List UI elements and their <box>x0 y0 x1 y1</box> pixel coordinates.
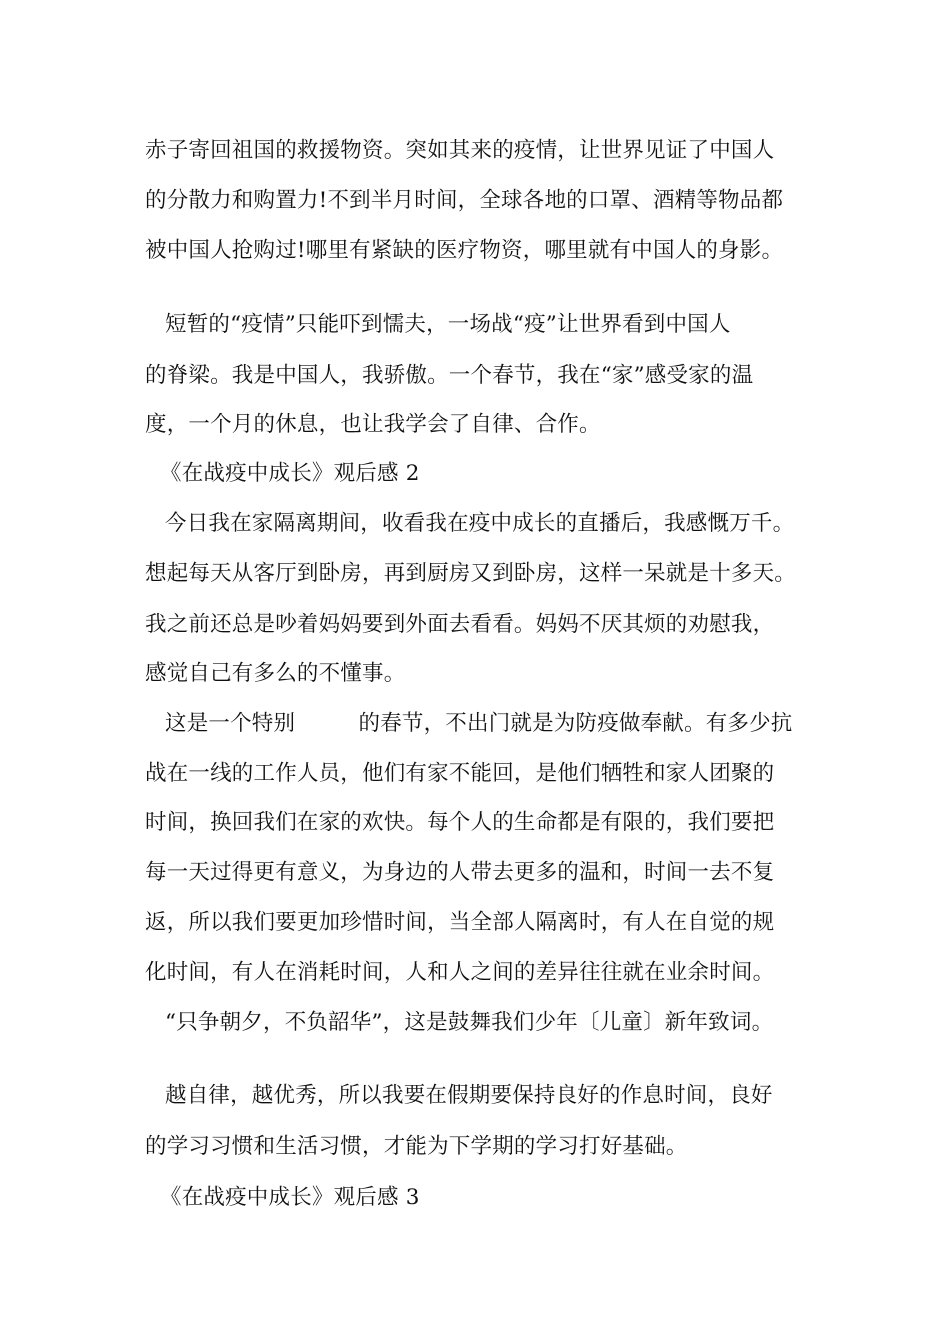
section-heading: 《在战疫中成长》观后感 2 <box>160 461 420 486</box>
text-line: 化时间，有人在消耗时间，人和人之间的差异往往就在业余时间。 <box>145 960 775 985</box>
text-line: 今日我在家隔离期间，收看我在疫中成长的直播后，我感慨万千。 <box>165 511 795 536</box>
text-line: “只争朝夕，不负韶华”，这是鼓舞我们少年〔儿童〕新年致词。 <box>165 1010 774 1035</box>
text-line: 的分散力和购置力!不到半月时间，全球各地的口罩、酒精等物品都 <box>145 188 784 213</box>
text-line: 的学习习惯和生活习惯，才能为下学期的学习打好基础。 <box>145 1134 688 1159</box>
text-line: 我之前还总是吵着妈妈要到外面去看看。妈妈不厌其烦的劝慰我， <box>145 612 775 637</box>
section-heading: 《在战疫中成长》观后感 3 <box>160 1185 420 1210</box>
text-line: 赤子寄回祖国的救援物资。突如其来的疫情，让世界见证了中国人 <box>145 138 775 163</box>
text-line: 度，一个月的休息，也让我学会了自律、合作。 <box>145 412 601 437</box>
text-line: 想起每天从客厅到卧房，再到厨房又到卧房，这样一呆就是十多天。 <box>145 561 797 586</box>
text-line: 时间，换回我们在家的欢快。每个人的生命都是有限的，我们要把 <box>145 810 775 835</box>
text-line: 感觉自己有多么的不懂事。 <box>145 661 406 686</box>
text-line: 的脊梁。我是中国人，我骄傲。一个春节，我在“家”感受家的温 <box>145 363 754 388</box>
text-line: 被中国人抢购过!哪里有紧缺的医疗物资，哪里就有中国人的身影。 <box>145 238 784 263</box>
text-line: 每一天过得更有意义，为身边的人带去更多的温和，时间一去不复 <box>145 860 775 885</box>
text-line: 返，所以我们要更加珍惜时间，当全部人隔离时，有人在自觉的规 <box>145 910 775 935</box>
text-line: 这是一个特别 的春节，不出门就是为防疫做奉献。有多少抗 <box>165 711 793 736</box>
text-line: 战在一线的工作人员，他们有家不能回，是他们牺牲和家人团聚的 <box>145 761 775 786</box>
text-line: 短暂的“疫情”只能吓到懦夫，一场战“疫”让世界看到中国人 <box>165 312 731 337</box>
text-line: 越自律，越优秀，所以我要在假期要保持良好的作息时间，良好 <box>165 1083 773 1108</box>
